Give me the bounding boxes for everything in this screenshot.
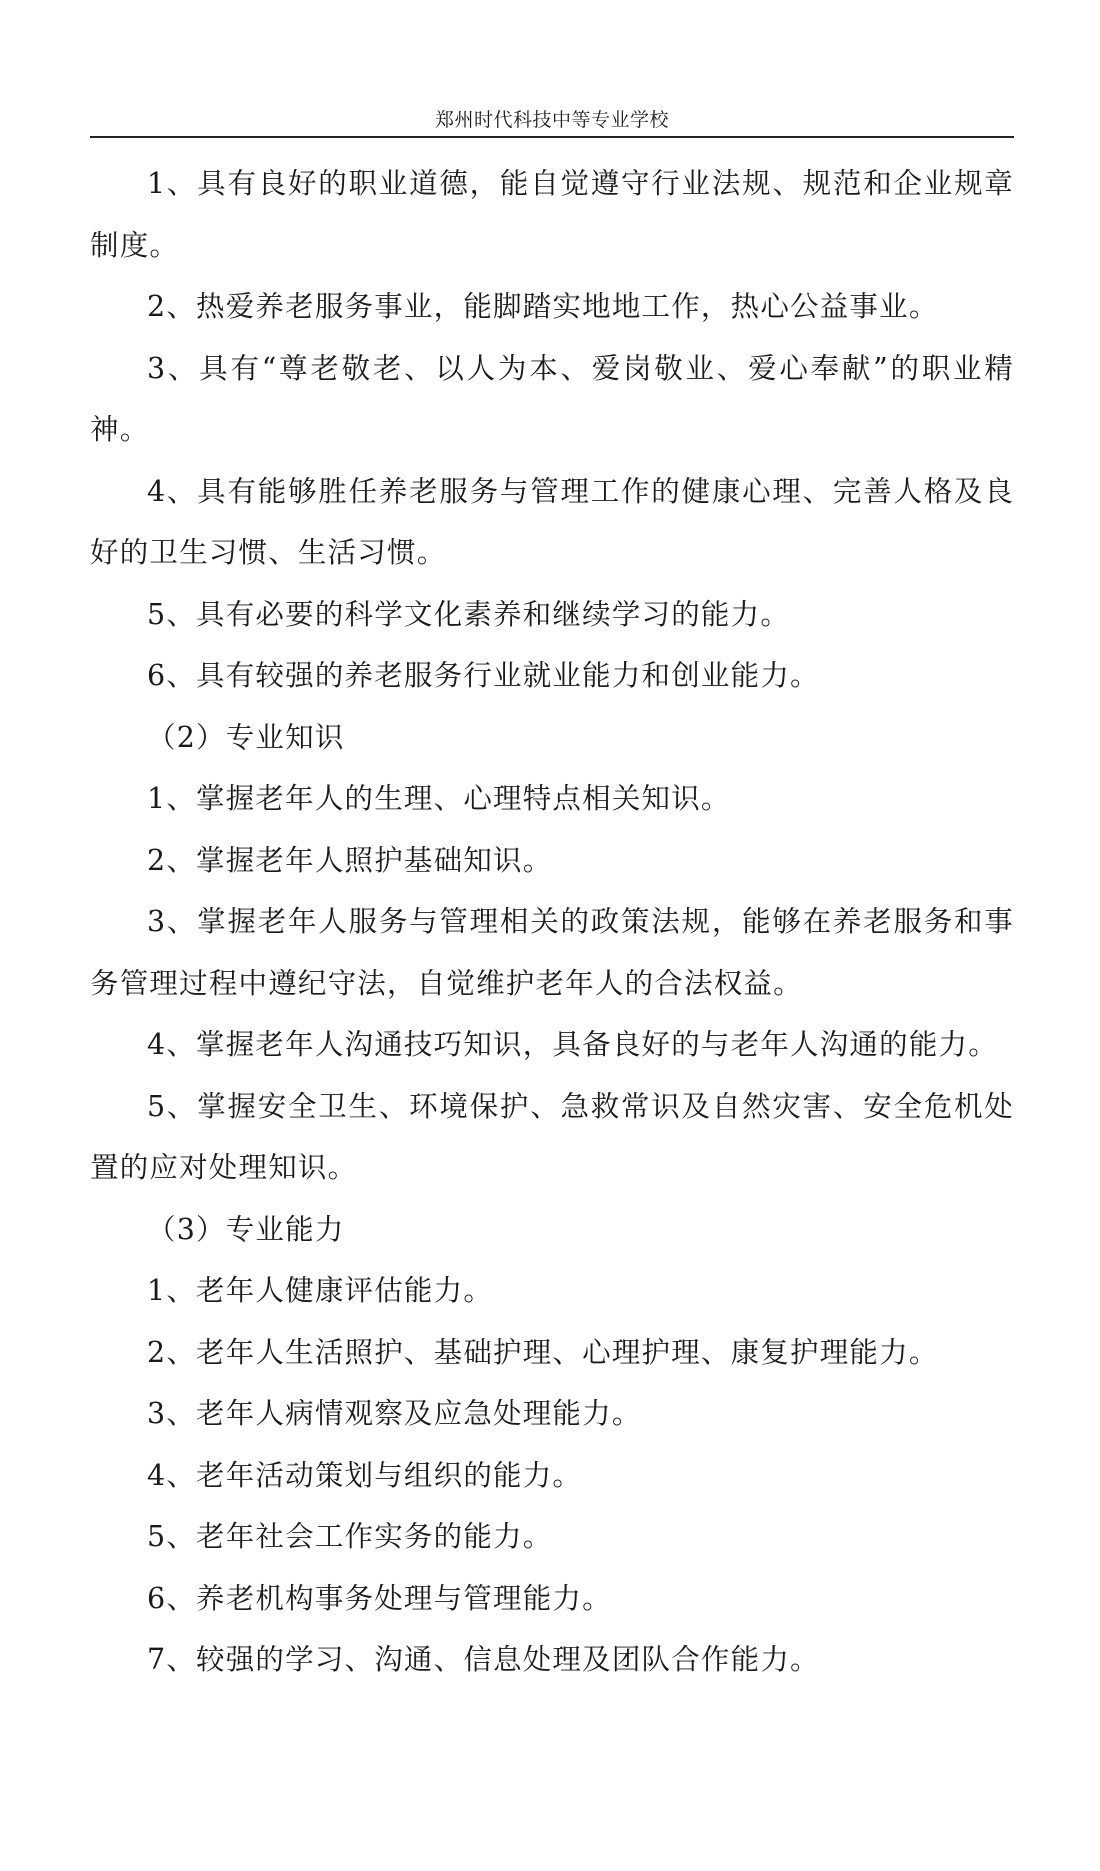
knowledge-item-4: 4、掌握老年人沟通技巧知识，具备良好的与老年人沟通的能力。: [147, 1028, 998, 1061]
knowledge-item-5: 5、掌握安全卫生、环境保护、急救常识及自然灾害、安全危机处置的应对处理知识。: [90, 1089, 1014, 1184]
quality-item-1: 1、具有良好的职业道德，能自觉遵守行业法规、规范和企业规章制度。: [90, 167, 1014, 262]
knowledge-item-3: 3、掌握老年人服务与管理相关的政策法规，能够在养老服务和事务管理过程中遵纪守法，自觉维护老年人的合法权益。: [90, 905, 1014, 1000]
quality-item-4: 4、具有能够胜任养老服务与管理工作的健康心理、完善人格及良好的卫生习惯、生活习惯。: [90, 474, 1014, 569]
quality-item-2: 2、热爱养老服务事业，能脚踏实地地工作，热心公益事业。: [147, 290, 939, 323]
ability-item-5: 5、老年社会工作实务的能力。: [147, 1520, 553, 1553]
knowledge-item-2: 2、掌握老年人照护基础知识。: [147, 843, 553, 877]
ability-item-6: 6、养老机构事务处理与管理能力。: [147, 1581, 612, 1615]
quality-item-5: 5、具有必要的科学文化素养和继续学习的能力。: [147, 597, 791, 631]
ability-item-2: 2、老年人生活照护、基础护理、心理护理、康复护理能力。: [147, 1335, 939, 1369]
quality-item-3: 3、具有“尊老敬老、以人为本、爱岗敬业、爱心奉献”的职业精神。: [90, 351, 1014, 446]
ability-item-4: 4、老年活动策划与组织的能力。: [147, 1458, 583, 1492]
page-header-school-name: 郑州时代科技中等专业学校: [434, 109, 669, 131]
ability-item-3: 3、老年人病情观察及应急处理能力。: [147, 1397, 642, 1430]
knowledge-item-1: 1、掌握老年人的生理、心理特点相关知识。: [147, 782, 731, 815]
section-heading-ability: （3）专业能力: [147, 1212, 345, 1246]
header-divider: [90, 136, 1014, 138]
ability-item-1: 1、老年人健康评估能力。: [147, 1274, 494, 1307]
document-body: [90, 153, 1014, 1691]
section-heading-knowledge: （2）专业知识: [147, 720, 345, 754]
quality-item-6: 6、具有较强的养老服务行业就业能力和创业能力。: [147, 659, 820, 692]
ability-item-7: 7、较强的学习、沟通、信息处理及团队合作能力。: [147, 1643, 820, 1676]
